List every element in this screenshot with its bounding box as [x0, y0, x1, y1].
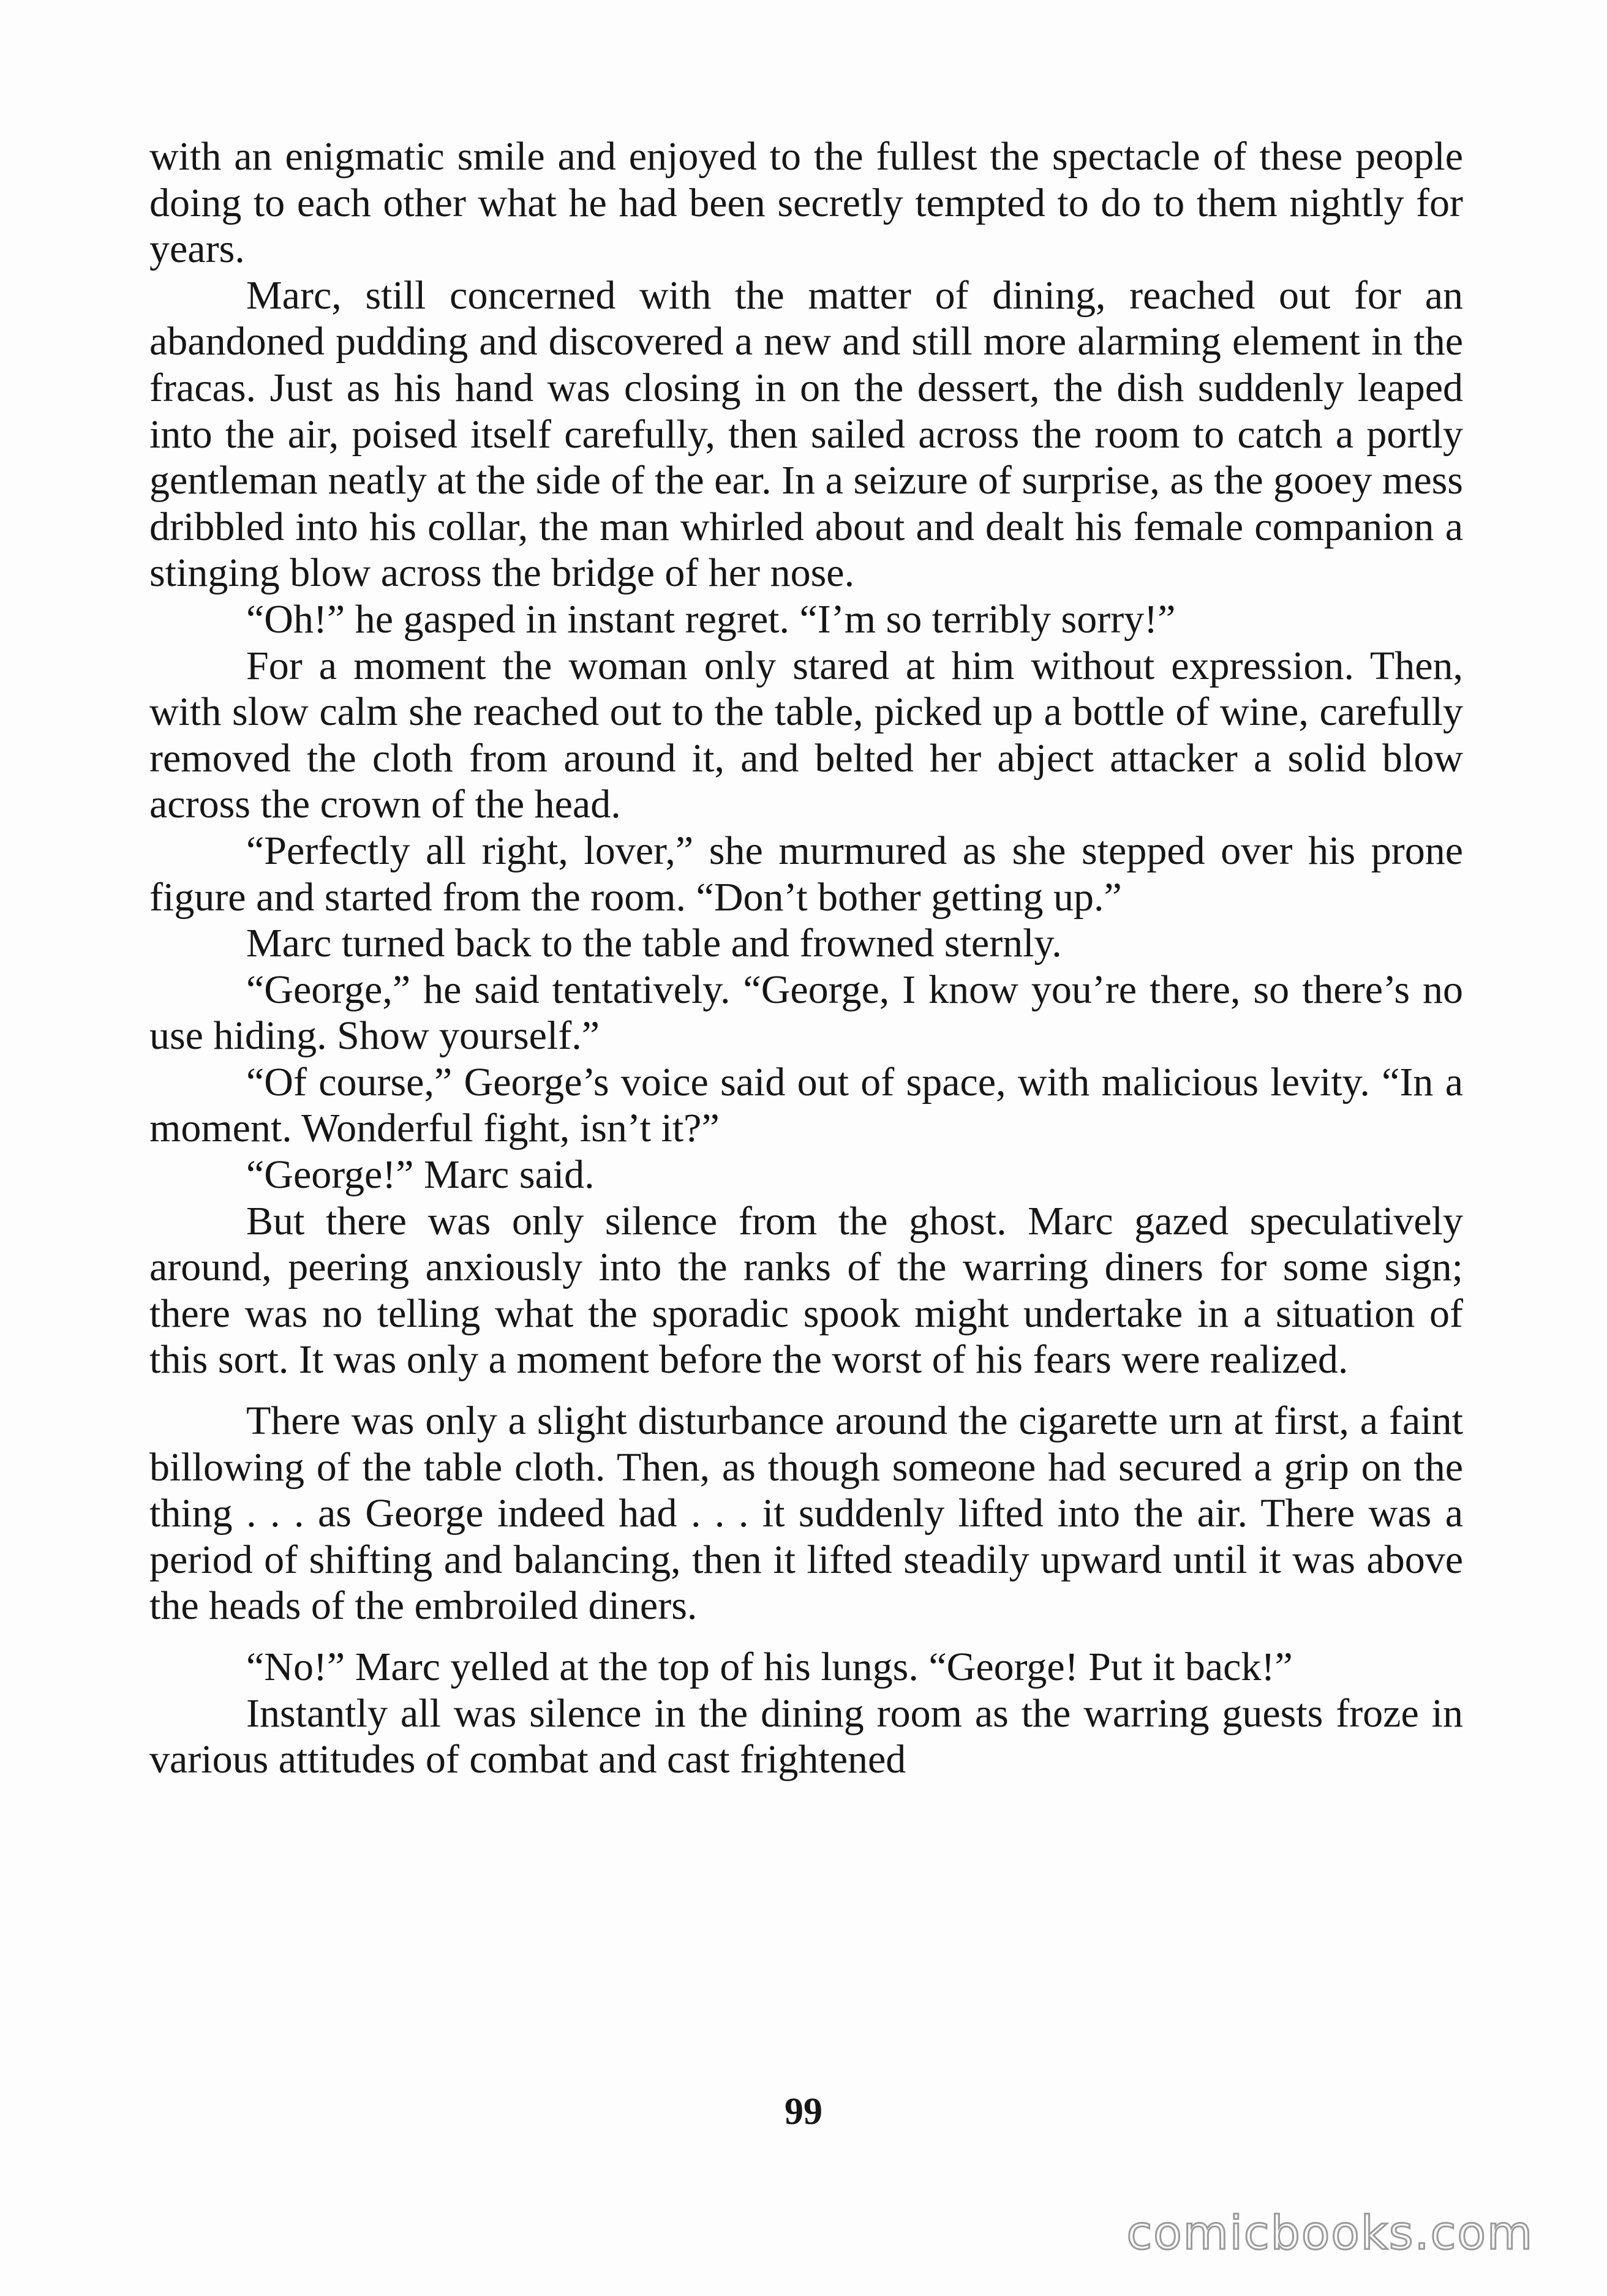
page-number: 99	[785, 2091, 822, 2133]
paragraph-4: For a moment the woman only stared at him without expression. Then, with slow calm she reached out to the table, picked up a bottle of wine, carefully removed the cloth from around it, and belted her abject attacker a solid blow across the crown of the head.	[149, 643, 1463, 827]
paragraph-12: “No!” Marc yelled at the top of his lungs. “George! Put it back!”	[246, 1645, 1293, 1689]
paragraph-2: Marc, still concerned with the matter of dining, reached out for an abandoned pudding and discovered a new and still more alarming element in the fracas. Just as his hand was closing in on the dessert, the dish suddenly leaped into the air, poised itself carefully, then sailed across the room to catch a portly gentleman neatly at the side of the ear. In a seizure of surprise, as the gooey mess dribbled into his collar, the man whirled about and dealt his female companion a stinging blow across the bridge of her nose.	[149, 272, 1463, 596]
paragraph-8: “Of course,” George’s voice said out of space, with malicious levity. “In a moment. Wonderful fight, isn’t it?”	[149, 1059, 1463, 1151]
body-text	[149, 133, 1463, 1783]
paragraph-1: with an enigmatic smile and enjoyed to the fullest the spectacle of these people doing to each other what he had been secretly tempted to do to them nightly for years.	[149, 134, 1463, 272]
paragraph-11: There was only a slight disturbance around the cigarette urn at first, a faint billowing of the table cloth. Then, as though someone had secured a grip on the thing . . . as George indeed had . . . it suddenly lifted into the air. There was a period of shifting and balancing, then it lifted steadily upward until it was above the heads of the embroiled diners.	[149, 1398, 1463, 1629]
paragraph-7: “George,” he said tentatively. “George, I know you’re there, so there’s no use hiding. Show yourself.”	[149, 967, 1463, 1059]
paragraph-3: “Oh!” he gasped in instant regret. “I’m so terribly sorry!”	[246, 596, 1176, 642]
paragraph-5: “Perfectly all right, lover,” she murmured as she stepped over his prone figure and started from the room. “Don’t bother getting up.”	[149, 828, 1463, 920]
paragraph-9: “George!” Marc said.	[246, 1152, 595, 1198]
paragraph-10: But there was only silence from the ghost. Marc gazed speculatively around, peering anxiously into the ranks of the warring diners for some sign; there was no telling what the sporadic spook might undertake in a situation of this sort. It was only a moment before the worst of his fears were realized.	[149, 1198, 1463, 1382]
paragraph-13: Instantly all was silence in the dining room as the warring guests froze in various attitudes of combat and cast frightened	[149, 1690, 1463, 1782]
paragraph-6: Marc turned back to the table and frowned sternly.	[246, 921, 1062, 966]
watermark: comicbooks.com	[1126, 2205, 1534, 2260]
